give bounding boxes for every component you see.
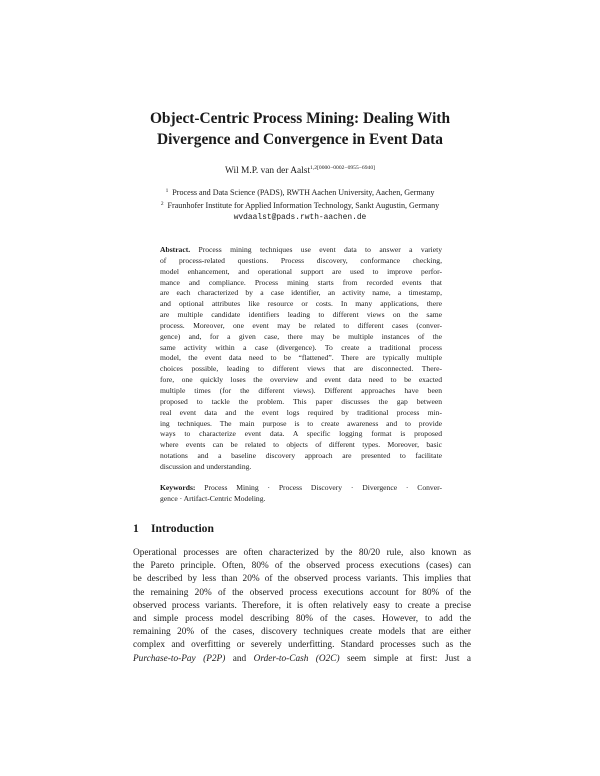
body-line: complex and overfitting or severely underfitting. Standard processes such as the [133,640,471,651]
abstract-line: same activity within a case (divergence). To create a traditional process [160,342,442,352]
abstract-line: are each characterized by a case identifier, an activity name, a timestamp, [160,288,442,298]
affiliation-mark: 2 [160,200,164,207]
o2c-term: Order-to-Cash (O2C) [253,653,340,664]
abstract-line: gence) and, for a given case, there may be multiple instances of the [160,331,442,341]
author-line [0,165,600,176]
abstract-first-line: Process mining techniques use event data to answer a variety [190,245,442,254]
title-line-1: Object-Centric Process Mining: Dealing With [149,110,451,127]
p2p-term: Purchase-to-Pay (P2P) [133,653,226,664]
keywords [160,483,442,505]
abstract-line: and optional attributes like resource or costs. In many applications, there [160,299,442,309]
affiliation-text: Process and Data Science (PADS), RWTH Aachen University, Aachen, Germany [172,188,435,197]
body-and: and [225,653,254,664]
body-last-rest: seem simple at first: Just a [339,653,472,664]
abstract-label: Abstract. [160,245,191,254]
body-line: observed process variants. Therefore, it is often relatively easy to create a precise [133,600,471,611]
body-line: remaining 20% of the cases, discovery techniques create models that are either [133,627,471,638]
section-title: Introduction [151,522,214,535]
abstract [160,245,442,473]
section-number: 1 [133,522,139,535]
title-line-2: Divergence and Convergence in Event Data [157,131,443,148]
abstract-line: ways to characterize event data. A specific logging format is proposed [160,429,442,439]
abstract-line [160,245,442,256]
keywords-line: gence · Artifact-Centric Modeling. [160,493,266,503]
email-line [0,211,600,224]
section-heading [133,522,214,535]
abstract-line: notations and a baseline discovery approach are presented to facilitate [160,451,442,461]
affiliation-mark: 1 [165,188,169,194]
abstract-line: ing techniques. The main purpose is to create awareness and to provide [160,418,442,428]
author-name: Wil M.P. van der Aalst [225,166,311,176]
abstract-line: process. Moreover, one event may be related to different cases (conver- [160,320,442,330]
abstract-line: multiple times (for the different views). Different approaches have been [160,385,442,395]
abstract-line: discussion and understanding. [160,461,252,471]
abstract-line: mance and compliance. Process mining starts from recorded events that [160,277,442,287]
author-superscript: 1,2[0000−0002−0955−6940] [310,165,375,171]
keywords-first-line: Process Mining · Process Discovery · Divergence · Conver- [195,483,442,492]
body-line: Operational processes are often characterized by the 80/20 rule, also known as [133,548,471,558]
body-line: and simple process model describing 80% of the cases. However, to add the [133,613,471,624]
body-line: the remaining 20% of the observed process executions account for 80% of the [133,587,471,598]
keywords-line [160,483,442,494]
abstract-line: are multiple candidate identifiers leading to different views on the same [160,310,442,320]
affiliation-text: Fraunhofer Institute for Applied Information Technology, Sankt Augustin, Germany [167,200,440,210]
abstract-line: proposed to tackle the problem. This paper discusses the gap between [160,396,442,406]
abstract-line: choices possible, leading to different views that are disconnected. There- [160,364,442,374]
paper-title [60,108,540,150]
body-line: be described by less than 20% of the observed process variants. This implies that [133,574,471,585]
body-line [133,653,471,666]
affiliations [0,186,600,224]
affiliation-2 [0,199,600,212]
body-text [133,547,471,666]
affiliation-1 [0,186,600,199]
abstract-line: where events can be related to objects of different types. Moreover, basic [160,440,442,450]
body-line: the Pareto principle. Often, 80% of the observed process executions (cases) can [133,561,471,572]
keywords-label: Keywords: [160,483,196,492]
author-email[interactable]: wvdaalst@pads.rwth-aachen.de [233,213,367,222]
abstract-line: model enhancement, and operational support are used to improve perfor- [160,266,442,276]
abstract-line: model, the event data need to be “flattened”. There are typically multiple [160,353,442,363]
abstract-line: of process-related questions. Process discovery, conformance checking, [160,255,442,265]
abstract-line: real event data and the event logs required by traditional process min- [160,407,442,417]
abstract-line: fore, one quickly loses the overview and event data need to be exacted [160,375,442,385]
